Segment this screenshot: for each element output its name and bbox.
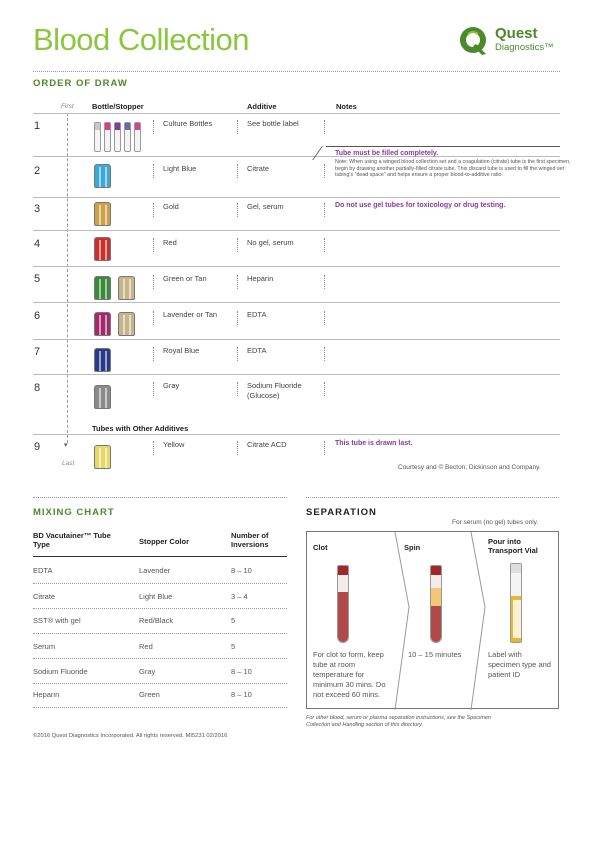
tube-note: Tube must be filled completely. — [335, 150, 439, 157]
col-bottle-stopper: Bottle/Stopper — [92, 102, 144, 111]
tube-note: Do not use gel tubes for toxicology or drug testing. — [335, 202, 506, 209]
tube-color: Red — [163, 238, 177, 247]
clot-label: Clot — [313, 543, 328, 552]
pour-label: Pour into Transport Vial — [488, 537, 538, 555]
lavender-tube-image — [94, 312, 111, 336]
mix-inversions: 5 — [231, 616, 236, 625]
mix-stopper: Light Blue — [139, 592, 173, 601]
row-number: 9 — [34, 441, 41, 453]
clot-text: For clot to form, keep tube at room temperature for minimum 30 mins. Do not exceed 60 mins. — [313, 650, 386, 699]
mix-stopper: Red/Black — [139, 616, 174, 625]
mix-stopper: Red — [139, 642, 153, 651]
mix-type: Citrate — [33, 592, 56, 601]
spin-label: Spin — [404, 543, 421, 552]
mix-stopper: Green — [139, 690, 160, 699]
tube-additive: EDTA — [247, 346, 267, 355]
tube-additive: Citrate — [247, 164, 270, 173]
gray-tube-image — [94, 385, 111, 409]
light-blue-tube-image — [94, 164, 111, 188]
tube-additive: Citrate ACD — [247, 440, 287, 449]
mix-type: EDTA — [33, 566, 53, 575]
separation-footnote: For other blood, serum or plasma separation instructions, see the Specimen Collection and Handling section of this directory. — [306, 715, 491, 728]
col-additive: Additive — [247, 102, 277, 111]
mix-type: Heparin — [33, 690, 60, 699]
first-label: First — [61, 103, 74, 110]
tube-color: Lavender or Tan — [163, 310, 218, 319]
royal-blue-tube-image — [94, 348, 111, 372]
courtesy-note: Courtesy and © Becton, Dickinson and Company. — [398, 464, 541, 471]
spin-text: 10 – 15 minutes — [408, 650, 462, 659]
clot-tube-image — [337, 565, 349, 643]
tube-additive: No gel, serum — [247, 238, 294, 247]
pour-text: Label with specimen type and patient ID — [488, 650, 551, 679]
separation-heading: SEPARATION — [306, 507, 377, 518]
tube-color: Yellow — [163, 440, 185, 449]
col-tube-type: BD Vacutainer™ Tube Type — [33, 531, 111, 549]
quest-logo-icon — [458, 24, 490, 56]
tan-tube-image — [118, 312, 135, 336]
row-number: 3 — [34, 203, 41, 215]
tube-color: Royal Blue — [163, 346, 200, 355]
tube-additive: Gel, serum — [247, 202, 284, 211]
mix-inversions: 8 – 10 — [231, 667, 252, 676]
tube-additive: Sodium Fluoride (Glucose) — [247, 381, 302, 400]
arrow-down-icon: ▾ — [64, 442, 68, 449]
mix-inversions: 5 — [231, 642, 236, 651]
tube-additive: See bottle label — [247, 119, 299, 128]
mix-type: Serum — [33, 642, 56, 651]
tube-color: Gold — [163, 202, 179, 211]
row-number: 6 — [34, 310, 41, 322]
separation-subtitle: For serum (no gel) tubes only. — [452, 519, 539, 526]
tube-color: Culture Bottles — [163, 119, 213, 128]
mix-inversions: 3 – 4 — [231, 592, 248, 601]
row-number: 7 — [34, 346, 41, 358]
tube-note: This tube is drawn last. — [335, 440, 413, 447]
logo-name: Quest — [495, 25, 538, 42]
mix-inversions: 8 – 10 — [231, 566, 252, 575]
col-notes: Notes — [336, 102, 357, 111]
spin-tube-image — [430, 565, 442, 643]
row-number: 8 — [34, 382, 41, 394]
gold-tube-image — [94, 202, 111, 226]
mix-stopper: Lavender — [139, 566, 171, 575]
mixing-chart-heading: MIXING CHART — [33, 507, 115, 518]
row-number: 1 — [34, 120, 41, 132]
transport-vial-image — [510, 563, 522, 643]
row-number: 4 — [34, 238, 41, 250]
tube-color: Gray — [163, 381, 180, 390]
page-title: Blood Collection — [33, 22, 250, 57]
col-inversions: Number of Inversions — [231, 531, 269, 549]
tube-additive: EDTA — [247, 310, 267, 319]
draw-order-arrow — [67, 113, 68, 443]
row-number: 5 — [34, 273, 41, 285]
mix-type: Sodium Fluoride — [33, 667, 88, 676]
winged-set-note: Note: When using a winged blood collection set and a coagulation (citrate) tube is the first specimen, begin by drawing another partially-filled citrate tube. This discard tube is used to fill the winged set tubing's "dead space" and helps ensure a proper blood-to-additive ratio. — [335, 159, 571, 178]
quest-logo — [458, 24, 568, 58]
copyright-footer: ©2016 Quest Diagnostics Incorporated. All rights reserved. MI5231 02/2016 — [33, 733, 228, 739]
order-of-draw-heading: ORDER OF DRAW — [33, 78, 128, 89]
red-tube-image — [94, 237, 111, 261]
other-additives-heading: Tubes with Other Additives — [92, 424, 189, 433]
tube-color: Light Blue — [163, 164, 197, 173]
col-stopper-color: Stopper Color — [139, 537, 189, 546]
mix-inversions: 8 – 10 — [231, 690, 252, 699]
logo-sub: Diagnostics™ — [495, 42, 554, 53]
tan-tube-image — [118, 276, 135, 300]
yellow-tube-image — [94, 445, 111, 469]
mix-stopper: Gray — [139, 667, 156, 676]
green-tube-image — [94, 276, 111, 300]
last-label: Last — [62, 460, 75, 467]
tube-additive: Heparin — [247, 274, 274, 283]
mix-type: SST® with gel — [33, 616, 81, 625]
row-number: 2 — [34, 165, 41, 177]
tube-color: Green or Tan — [163, 274, 207, 283]
